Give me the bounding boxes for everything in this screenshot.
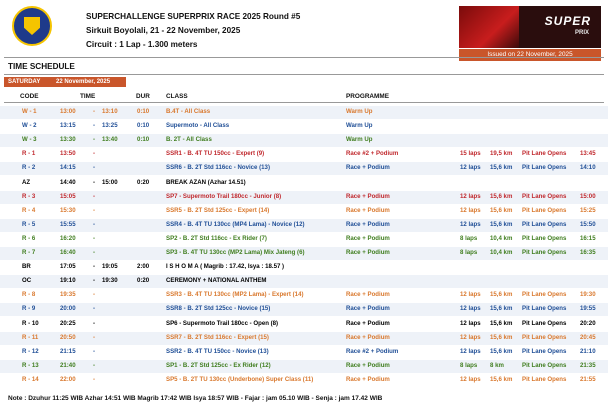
- row-code: R - 8: [22, 291, 36, 299]
- row-start: 20:50: [60, 333, 76, 341]
- organizer-logo: [12, 6, 52, 46]
- row-programme: Race + Podium: [346, 220, 390, 228]
- row-class: SSR4 - B. 4T TU 130cc (MP4 Lama) - Novice (12): [166, 220, 305, 228]
- row-sep: -: [93, 192, 96, 200]
- row-distance: 10,4 km: [490, 249, 513, 256]
- row-start: 21:15: [60, 347, 76, 355]
- row-programme: Race + Podium: [346, 305, 390, 313]
- row-start: 13:00: [60, 108, 76, 115]
- row-distance: 15,6 km: [490, 319, 513, 327]
- row-sep: -: [93, 249, 96, 256]
- row-distance: 15,6 km: [490, 347, 513, 355]
- row-start: 13:30: [60, 136, 76, 144]
- row-programme: Race + Podium: [346, 375, 390, 383]
- row-programme: Race #2 + Podium: [346, 347, 399, 355]
- col-dur: DUR: [136, 93, 150, 100]
- table-row: [0, 177, 608, 190]
- row-programme: Race + Podium: [346, 234, 390, 242]
- table-header-divider: [4, 102, 604, 103]
- table-row: [0, 332, 608, 345]
- row-start: 19:35: [60, 291, 76, 299]
- section-title: TIME SCHEDULE: [8, 62, 75, 71]
- row-pit-time: 15:00: [580, 192, 596, 200]
- row-laps: 12 laps: [460, 164, 481, 172]
- row-pit-lane: Pit Lane Opens: [522, 319, 567, 327]
- row-code: R - 1: [22, 150, 36, 158]
- row-pit-time: 20:45: [580, 333, 596, 341]
- row-class: SSR5 - B. 2T Std 125cc - Expert (14): [166, 206, 270, 214]
- row-class: SSR6 - B. 2T Std 116cc - Novice (13): [166, 164, 270, 172]
- table-row: [0, 318, 608, 331]
- row-start: 20:25: [60, 319, 76, 327]
- row-programme: Race + Podium: [346, 333, 390, 341]
- row-pit-time: 16:15: [580, 234, 596, 242]
- row-pit-lane: Pit Lane Opens: [522, 164, 567, 172]
- row-programme: Race #2 + Podium: [346, 150, 399, 158]
- row-laps: 12 laps: [460, 220, 481, 228]
- banner-brand: SUPER: [544, 14, 591, 28]
- row-class: SSR2 - B. 4T TU 150cc - Novice (13): [166, 347, 269, 355]
- row-start: 16:40: [60, 249, 76, 256]
- row-class: SSR7 - B. 2T Std 116cc - Expert (15): [166, 333, 269, 341]
- row-code: R - 9: [22, 305, 36, 313]
- table-row: [0, 191, 608, 204]
- row-code: R - 13: [22, 361, 39, 369]
- row-laps: 12 laps: [460, 206, 481, 214]
- row-start: 19:10: [60, 277, 76, 285]
- row-end: 13:25: [102, 122, 118, 130]
- row-class: SP7 - Supermoto Trail 180cc - Junior (8): [166, 192, 282, 200]
- row-class: BREAK AZAN (Azhar 14.51): [166, 178, 246, 186]
- row-programme: Warm Up: [346, 122, 373, 130]
- row-dur: 0:20: [137, 178, 150, 186]
- table-row: [0, 205, 608, 218]
- row-pit-lane: Pit Lane Opens: [522, 220, 567, 228]
- col-class: CLASS: [166, 93, 188, 100]
- day-bar: [4, 77, 126, 87]
- row-laps: 12 laps: [460, 375, 481, 383]
- header-divider: [4, 57, 604, 58]
- row-dur: 0:10: [137, 108, 150, 115]
- row-distance: 15,6 km: [490, 164, 513, 172]
- row-distance: 10,4 km: [490, 234, 513, 242]
- row-dur: 0:10: [137, 136, 150, 144]
- row-sep: -: [93, 333, 96, 341]
- row-code: R - 4: [22, 206, 36, 214]
- table-row: [0, 148, 608, 161]
- row-sep: -: [93, 319, 96, 327]
- row-start: 15:30: [60, 206, 76, 214]
- row-code: W - 2: [22, 122, 37, 130]
- row-sep: -: [93, 291, 96, 299]
- row-pit-lane: Pit Lane Opens: [522, 347, 567, 355]
- row-sep: -: [93, 347, 96, 355]
- section-divider: [4, 74, 604, 75]
- row-code: R - 6: [22, 234, 36, 242]
- table-row: [0, 120, 608, 133]
- row-code: R - 2: [22, 164, 36, 172]
- row-code: R - 7: [22, 249, 36, 256]
- row-pit-lane: Pit Lane Opens: [522, 150, 567, 158]
- row-pit-time: 19:55: [580, 305, 596, 313]
- row-laps: 8 laps: [460, 249, 478, 256]
- row-class: SSR3 - B. 4T TU 130cc (MP2 Lama) - Expert (14): [166, 291, 304, 299]
- row-pit-lane: Pit Lane Opens: [522, 291, 567, 299]
- row-distance: 15,6 km: [490, 291, 513, 299]
- row-start: 13:15: [60, 122, 76, 130]
- row-pit-time: 20:20: [580, 319, 596, 327]
- row-sep: -: [93, 108, 96, 115]
- row-sep: -: [93, 361, 96, 369]
- row-sep: -: [93, 136, 96, 144]
- superprix-banner: [459, 6, 601, 48]
- row-laps: 12 laps: [460, 333, 481, 341]
- row-pit-lane: Pit Lane Opens: [522, 333, 567, 341]
- issued-date: Issued on 22 November, 2025: [459, 49, 601, 61]
- table-row: [0, 303, 608, 316]
- table-row: [0, 134, 608, 147]
- row-class: SP3 - B. 4T TU 130cc (MP2 Lama) Mix Jateng (6): [166, 249, 305, 256]
- row-pit-lane: Pit Lane Opens: [522, 305, 567, 313]
- day-date: 22 November, 2025: [56, 79, 111, 85]
- row-laps: 12 laps: [460, 305, 481, 313]
- row-programme: Warm Up: [346, 108, 373, 115]
- row-distance: 15,6 km: [490, 333, 513, 341]
- row-pit-lane: Pit Lane Opens: [522, 249, 567, 256]
- row-laps: 12 laps: [460, 319, 481, 327]
- row-code: OC: [22, 277, 32, 285]
- row-class: SSR8 - B. 2T Std 125cc - Novice (15): [166, 305, 271, 313]
- row-programme: Race + Podium: [346, 206, 390, 214]
- row-pit-time: 19:30: [580, 291, 596, 299]
- row-programme: Race + Podium: [346, 291, 390, 299]
- row-distance: 15,6 km: [490, 206, 513, 214]
- row-code: R - 5: [22, 220, 36, 228]
- table-row: [0, 162, 608, 175]
- row-laps: 8 laps: [460, 361, 478, 369]
- row-start: 15:05: [60, 192, 76, 200]
- row-class: SP2 - B. 2T Std 116cc - Ex Rider (7): [166, 234, 267, 242]
- row-class: SSR1 - B. 4T TU 150cc - Expert (9): [166, 150, 265, 158]
- row-distance: 8 km: [490, 361, 504, 369]
- col-time: TIME: [80, 93, 96, 100]
- row-code: R - 10: [22, 319, 39, 327]
- row-sep: -: [93, 263, 96, 271]
- row-end: 13:10: [102, 108, 118, 115]
- row-start: 16:20: [60, 234, 76, 242]
- table-row: [0, 233, 608, 246]
- row-sep: -: [93, 206, 96, 214]
- row-code: AZ: [22, 178, 31, 186]
- row-class: SP1 - B. 2T Std 125cc - Ex Rider (12): [166, 361, 271, 369]
- table-row: [0, 374, 608, 387]
- row-pit-time: 15:50: [580, 220, 596, 228]
- row-pit-time: 15:25: [580, 206, 596, 214]
- row-pit-time: 21:35: [580, 361, 596, 369]
- day-label: SATURDAY: [8, 79, 41, 85]
- row-pit-time: 13:45: [580, 150, 596, 158]
- row-code: W - 3: [22, 136, 37, 144]
- row-programme: Race + Podium: [346, 249, 390, 256]
- row-class: SP6 - Supermoto Trail 180cc - Open (8): [166, 319, 279, 327]
- table-row: [0, 261, 608, 274]
- row-distance: 15,6 km: [490, 192, 513, 200]
- row-sep: -: [93, 234, 96, 242]
- row-distance: 15,6 km: [490, 375, 513, 383]
- row-programme: Race + Podium: [346, 319, 390, 327]
- row-code: R - 3: [22, 192, 36, 200]
- row-sep: -: [93, 305, 96, 313]
- row-sep: -: [93, 178, 96, 186]
- row-start: 13:50: [60, 150, 76, 158]
- table-row: [0, 106, 608, 119]
- row-code: BR: [22, 263, 31, 271]
- rider-graphic: [459, 6, 519, 48]
- row-programme: Race + Podium: [346, 361, 390, 369]
- row-sep: -: [93, 375, 96, 383]
- row-programme: Race + Podium: [346, 164, 390, 172]
- row-laps: 15 laps: [460, 150, 481, 158]
- row-distance: 15,6 km: [490, 305, 513, 313]
- shield-icon: [24, 17, 40, 35]
- row-end: 15:00: [102, 178, 118, 186]
- banner-sub: PRIX: [574, 30, 589, 36]
- row-end: 19:30: [102, 277, 118, 285]
- row-pit-lane: Pit Lane Opens: [522, 206, 567, 214]
- row-programme: Race + Podium: [346, 192, 390, 200]
- row-code: R - 11: [22, 333, 39, 341]
- row-pit-lane: Pit Lane Opens: [522, 192, 567, 200]
- row-programme: Warm Up: [346, 136, 373, 144]
- table-row: [0, 289, 608, 302]
- row-class: Supermoto - All Class: [166, 122, 230, 130]
- row-pit-lane: Pit Lane Opens: [522, 234, 567, 242]
- event-title: SUPERCHALLENGE SUPERPRIX RACE 2025 Round #5: [86, 12, 301, 21]
- row-class: I S H O M A ( Magrib : 17.42, Isya : 18.57 ): [166, 263, 285, 271]
- row-pit-time: 21:10: [580, 347, 596, 355]
- event-venue: Sirkuit Boyolali, 21 - 22 November, 2025: [86, 26, 241, 35]
- row-sep: -: [93, 164, 96, 172]
- row-dur: 0:10: [137, 122, 150, 130]
- row-code: W - 1: [22, 108, 37, 115]
- row-start: 17:05: [60, 263, 76, 271]
- row-sep: -: [93, 277, 96, 285]
- row-laps: 12 laps: [460, 347, 481, 355]
- row-end: 19:05: [102, 263, 118, 271]
- row-start: 14:40: [60, 178, 76, 186]
- table-row: [0, 346, 608, 359]
- row-code: R - 12: [22, 347, 39, 355]
- row-code: R - 14: [22, 375, 39, 383]
- row-sep: -: [93, 122, 96, 130]
- row-pit-time: 14:10: [580, 164, 596, 172]
- row-pit-lane: Pit Lane Opens: [522, 361, 567, 369]
- row-distance: 19,5 km: [490, 150, 513, 158]
- circuit-info: Circuit : 1 Lap - 1.300 meters: [86, 40, 198, 49]
- row-pit-time: 21:55: [580, 375, 596, 383]
- row-class: SP5 - B. 2T TU 130cc (Underbone) Super Class (11): [166, 375, 314, 383]
- row-sep: -: [93, 150, 96, 158]
- row-pit-lane: Pit Lane Opens: [522, 375, 567, 383]
- row-distance: 15,6 km: [490, 220, 513, 228]
- row-laps: 12 laps: [460, 291, 481, 299]
- prayer-times-note: Note : Dzuhur 11:25 WIB Azhar 14:51 WIB Magrib 17:42 WIB Isya 18:57 WIB - Fajar : jam 05.10 WIB - Senja : jam 17.42 WIB: [8, 395, 383, 402]
- row-start: 15:55: [60, 220, 76, 228]
- col-code: CODE: [20, 93, 39, 100]
- row-class: CEREMONY + NATIONAL ANTHEM: [166, 277, 267, 285]
- row-pit-time: 16:35: [580, 249, 596, 256]
- table-row: [0, 360, 608, 373]
- row-class: B.4T - All Class: [166, 108, 211, 115]
- table-row: [0, 219, 608, 232]
- row-sep: -: [93, 220, 96, 228]
- row-end: 13:40: [102, 136, 118, 144]
- table-row: [0, 247, 608, 260]
- row-start: 14:15: [60, 164, 76, 172]
- row-laps: 12 laps: [460, 192, 481, 200]
- table-row: [0, 275, 608, 288]
- row-dur: 0:20: [137, 277, 150, 285]
- row-laps: 8 laps: [460, 234, 478, 242]
- row-dur: 2:00: [137, 263, 150, 271]
- row-class: B. 2T - All Class: [166, 136, 212, 144]
- row-start: 21:40: [60, 361, 76, 369]
- row-start: 20:00: [60, 305, 76, 313]
- row-start: 22:00: [60, 375, 76, 383]
- col-programme: PROGRAMME: [346, 93, 389, 100]
